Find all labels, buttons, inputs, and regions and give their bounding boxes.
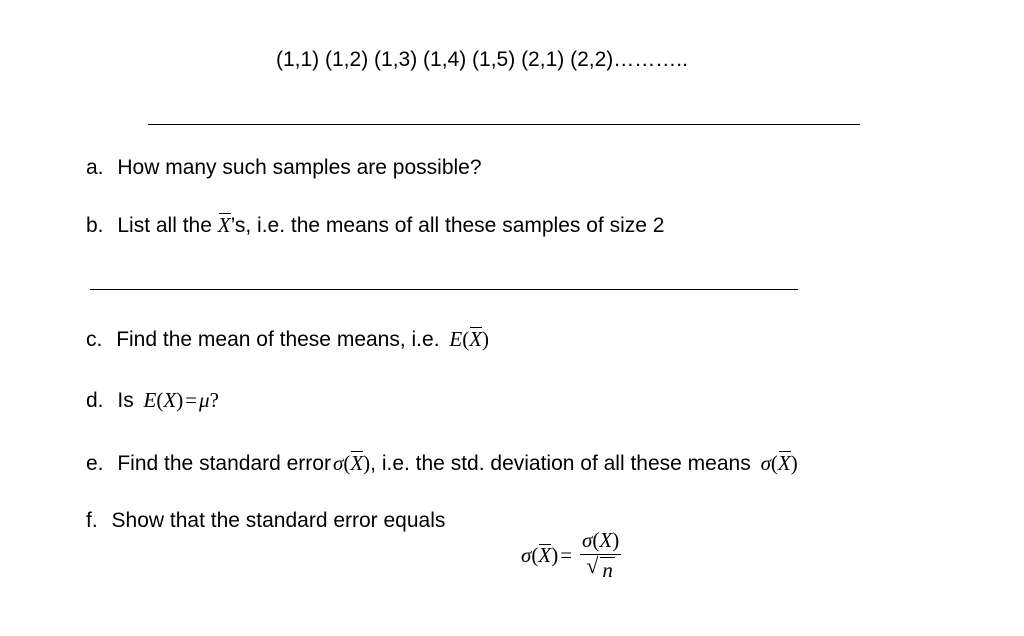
sigma-xbar: σ(X) — [332, 451, 371, 475]
sample-list-text: (1,1) (1,2) (1,3) (1,4) (1,5) (2,1) (2,2)……….. — [276, 48, 688, 71]
question-d — [86, 387, 219, 414]
question-a-label: a. — [86, 156, 104, 179]
question-a-text: How many such samples are possible? — [117, 156, 482, 179]
expectation-xbar: E(X) — [449, 327, 490, 351]
question-e — [86, 450, 798, 477]
xbar-symbol: X — [217, 213, 231, 237]
standard-error-formula: σ(X)= σ(X) √ n — [521, 528, 620, 582]
question-c-label: c. — [86, 328, 103, 351]
question-e-text-mid: , i.e. the std. deviation of all these means — [370, 452, 751, 475]
expectation-equation: E(X)=μ? — [143, 388, 219, 412]
question-a — [86, 155, 482, 181]
answer-line-2 — [90, 289, 798, 290]
answer-line-1 — [148, 124, 860, 125]
sigma-xbar-2: σ(X) — [760, 451, 798, 475]
question-f-text: Show that the standard error equals — [111, 509, 446, 532]
question-f — [86, 508, 445, 534]
sigma-over-sqrt-n: σ(X) √ n — [582, 528, 620, 582]
question-b-text-pre: List all the — [117, 214, 212, 237]
question-c-text: Find the mean of these means, i.e. — [116, 328, 440, 351]
question-b-label: b. — [86, 214, 104, 237]
question-d-label: d. — [86, 389, 104, 412]
sample-list — [276, 47, 688, 73]
question-b — [86, 212, 664, 239]
question-c — [86, 326, 489, 353]
question-b-text-post: ’s, i.e. the means of all these samples of size 2 — [230, 214, 665, 237]
question-e-text-pre: Find the standard error — [117, 452, 331, 475]
question-d-text: Is — [117, 389, 134, 412]
question-e-label: e. — [86, 452, 104, 475]
question-f-label: f. — [86, 509, 98, 532]
